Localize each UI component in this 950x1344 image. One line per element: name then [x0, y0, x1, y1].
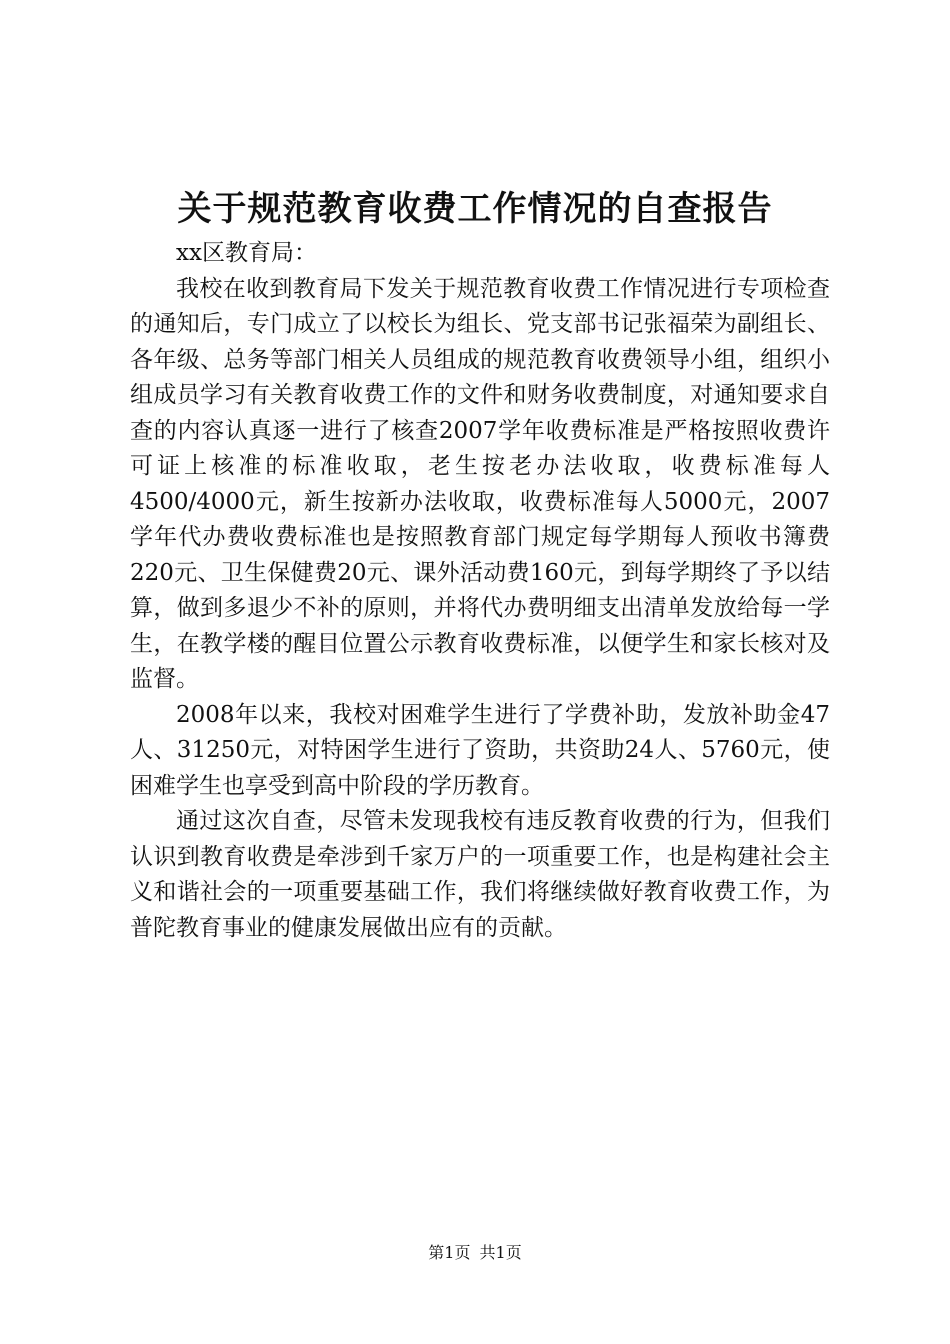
paragraph-1: 我校在收到教育局下发关于规范教育收费工作情况进行专项检查的通知后，专门成立了以校长为组长、党支部书记张福荣为副组长、各年级、总务等部门相关人员组成的规范教育收费领导小组，组织小组成员学习有关教育收费工作的文件和财务收费制度，对通知要求自查的内容认真逐一进行了核查2007学年收费标准是严格按照收费许可证上核准的标准收取，老生按老办法收取，收费标准每人4500/4000元，新生按新办法收取，收费标准每人5000元，2007学年代办费收费标准也是按照教育部门规定每学期每人预收书簿费220元、卫生保健费20元、课外活动费160元，到每学期终了予以结算，做到多退少不补的原则，并将代办费明细支出清单发放给每一学生，在教学楼的醒目位置公示教育收费标准，以便学生和家长核对及监督。	[130, 275, 830, 692]
page-footer	[0, 1242, 950, 1264]
document-body	[130, 236, 830, 946]
salutation: xx区教育局：	[176, 240, 317, 266]
page-total: 共1页	[479, 1243, 522, 1262]
document-title: 关于规范教育收费工作情况的自查报告	[177, 189, 773, 229]
paragraph-3: 通过这次自查，尽管未发现我校有违反教育收费的行为，但我们认识到教育收费是牵涉到千家万户的一项重要工作，也是构建社会主义和谐社会的一项重要基础工作，我们将继续做好教育收费工作，为普陀教育事业的健康发展做出应有的贡献。	[130, 808, 830, 941]
page-number: 第1页	[428, 1243, 471, 1262]
paragraph-2: 2008年以来，我校对困难学生进行了学费补助，发放补助金47人、31250元，对特困学生进行了资助，共资助24人、5760元，使困难学生也享受到高中阶段的学历教育。	[130, 701, 830, 799]
